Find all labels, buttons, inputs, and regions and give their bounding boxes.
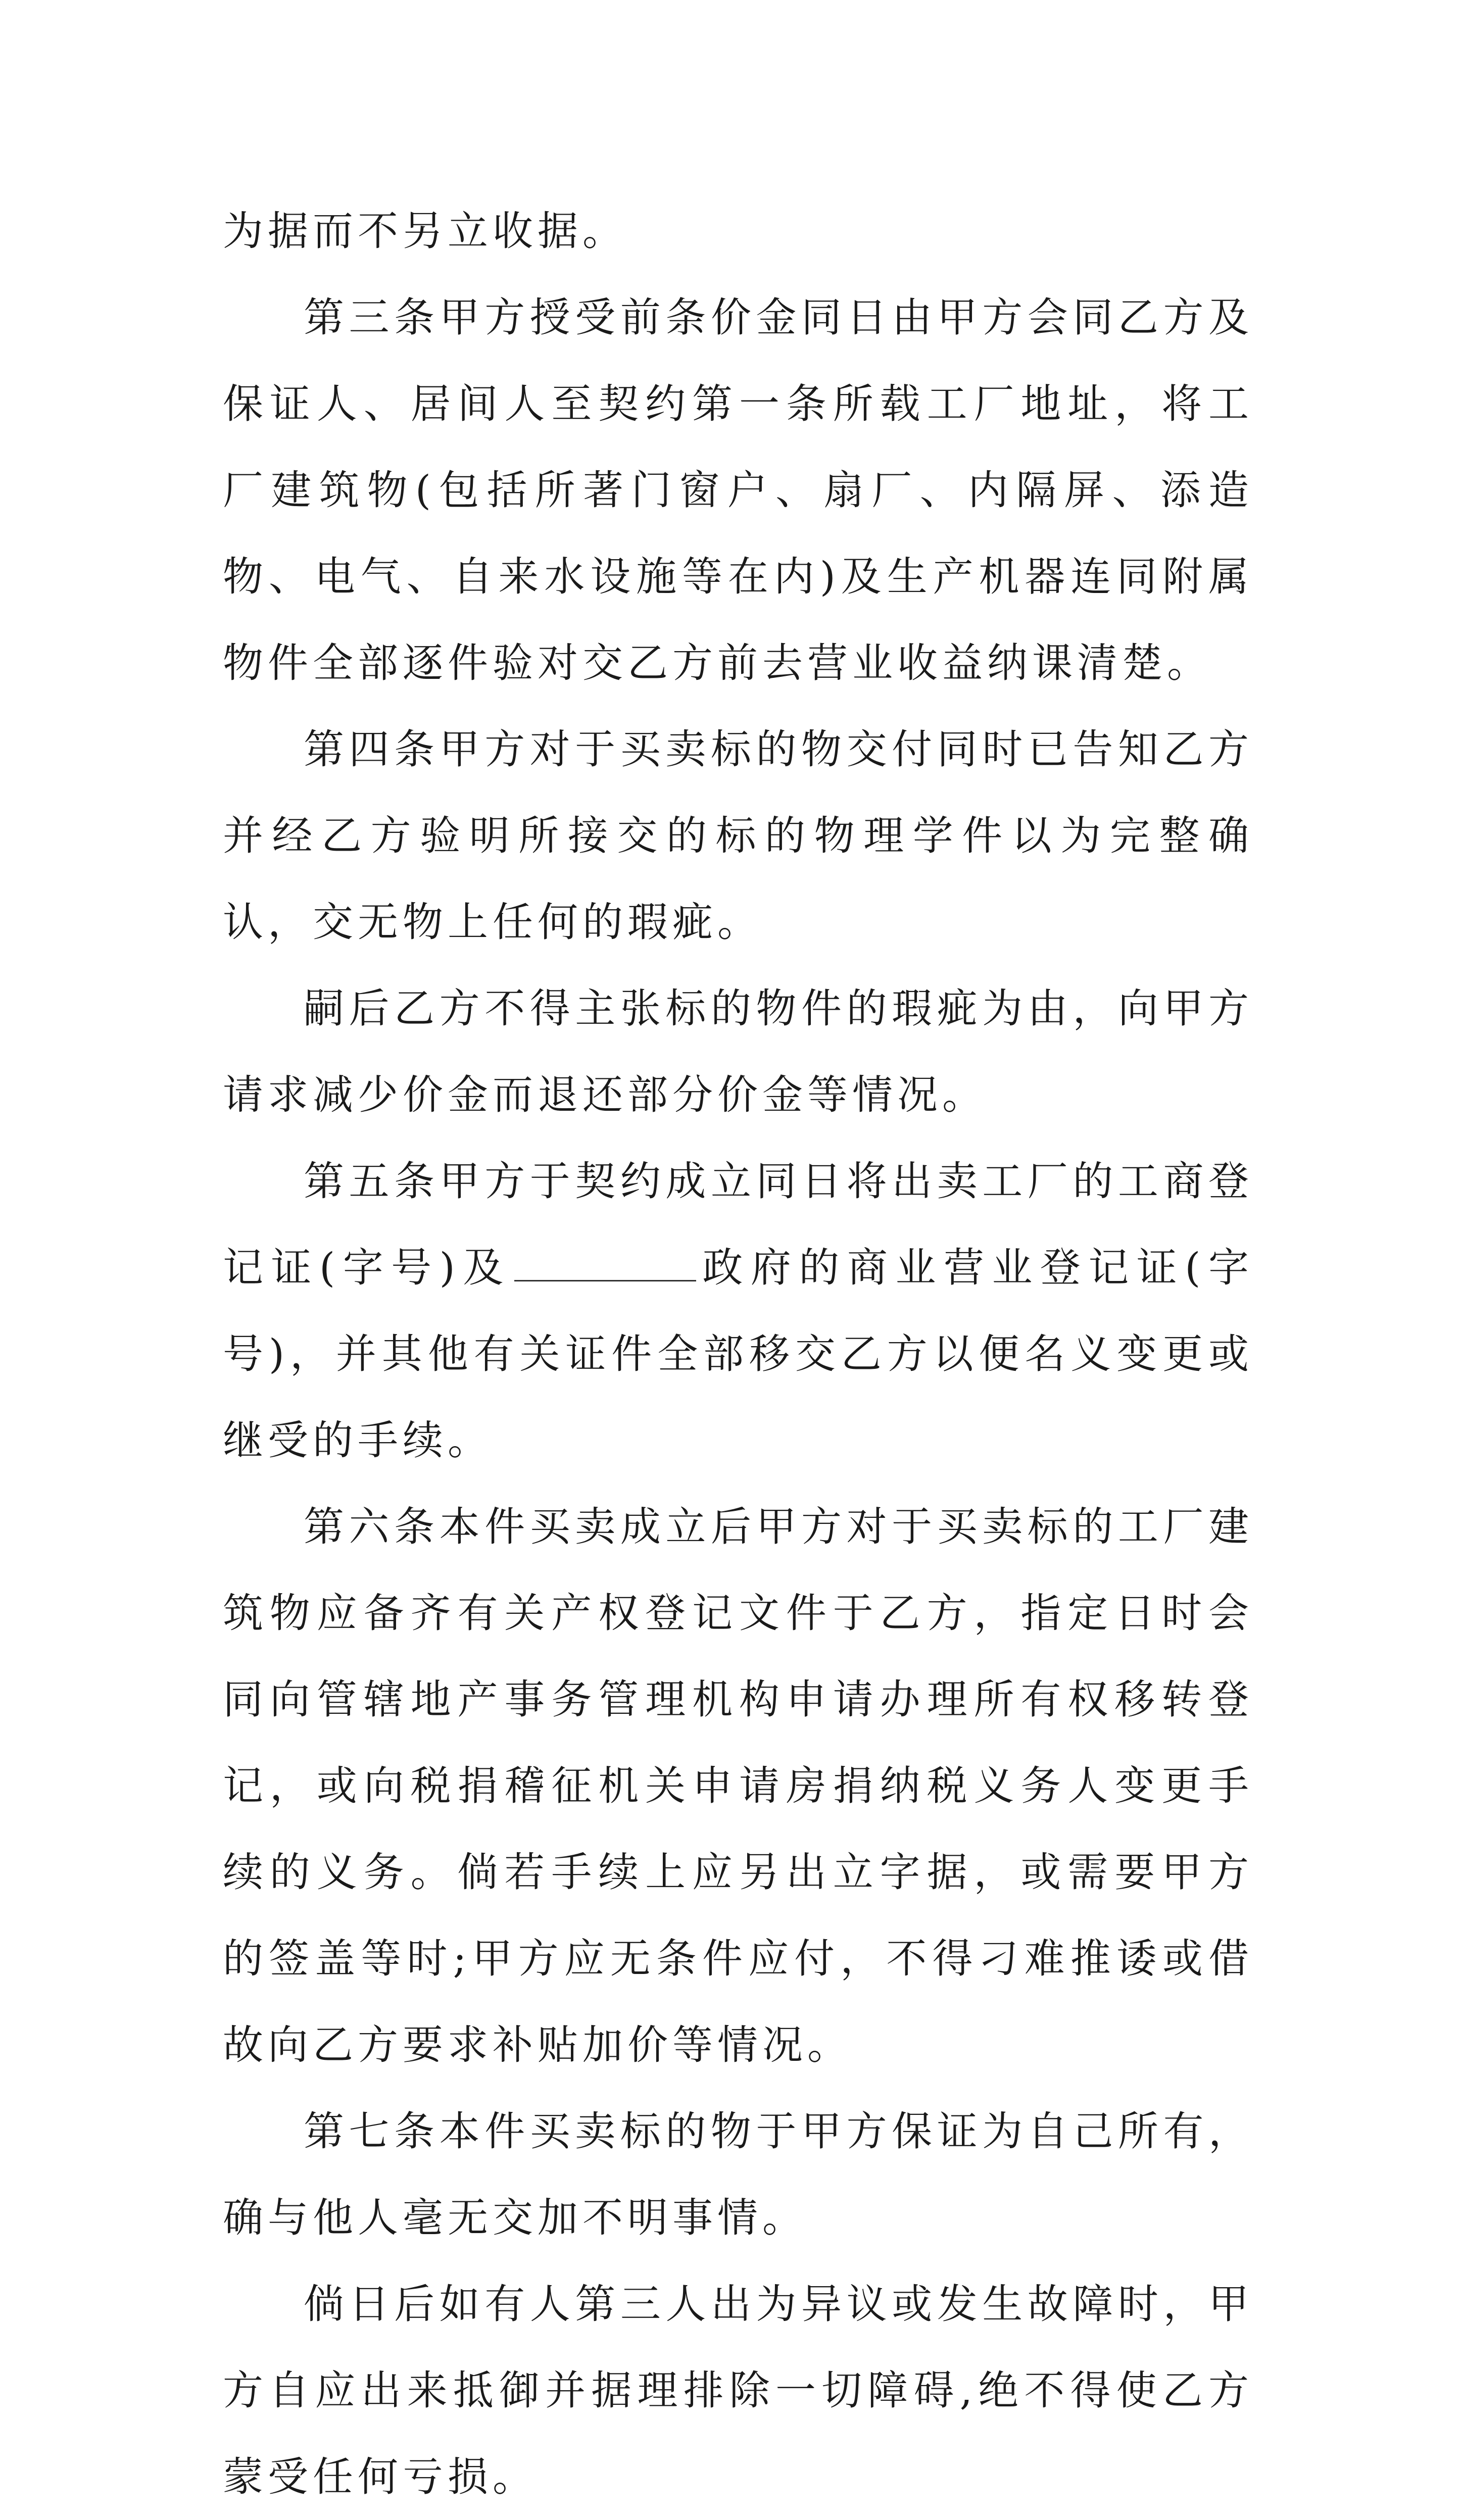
paragraph-1: 为据而不另立收据。 [223,208,627,255]
paragraph-article-7-continued: 倘日后如有人第三人出为异议或发生故障时，甲方自应出来抵御并据理排除一切障碍,绝不得使乙方蒙受任何亏损。 [223,2281,1253,2500]
paragraph-article-7: 第七条本件买卖标的物于甲方保证为自己所有，确与他人毫无交加不明事情。 [223,2108,1253,2241]
document-body [223,188,1253,2520]
article-5-text-after-blank: 政府的商业营业登记证(字号)，并其他有关证件全部移交乙方以便名义变更或继受的手续。 [223,1244,1253,1464]
paragraph-article-4: 第四条甲方对于买卖标的物交付同时已告知乙方并经乙方验明所接交的标的物理学件以为完整确认，交无物上任何的瑕疵。 [223,726,1253,946]
paragraph-article-6: 第六条本件买卖成立后甲方对于买卖标的工厂建筑物应备齐有关产权登记文件于乙方，指定日时会同向管辖地产事务管理机构申请办理所有权移转登记，或向税捐稽征机关申请房捐纳税义务人变更手续的义务。倘若手续上应另出立字据，或需要甲方的签盖等时;甲方应无条件应付，不得刁难推诿或借故向乙方要求补贴加价等情况。 [223,1503,1253,2068]
fill-in-blank [514,1248,696,1281]
article-5-text-before-blank: 第五条甲方于契约成立同日将出卖工厂的工商登记证(字号)及 [223,1158,1253,1291]
paragraph-article-3: 第三条甲方授受前条价金同日由甲方会同乙方及保证人、居间人至契约第一条所载工厂地址，将工厂建筑物(包括所著门窗户、扇厂、内隔屏、添造物、电气、自来水设施等在内)及生产机器连同附属物件全部逐件验对交乙方前去营业收益纳课清楚。 [223,294,1253,686]
paragraph-article-4-continued: 嗣后乙方不得主张标的物件的瑕疵为由，向甲方请求减少价金而退还部分价金等情况。 [223,985,1253,1118]
paragraph-article-5 [223,1138,1253,1484]
